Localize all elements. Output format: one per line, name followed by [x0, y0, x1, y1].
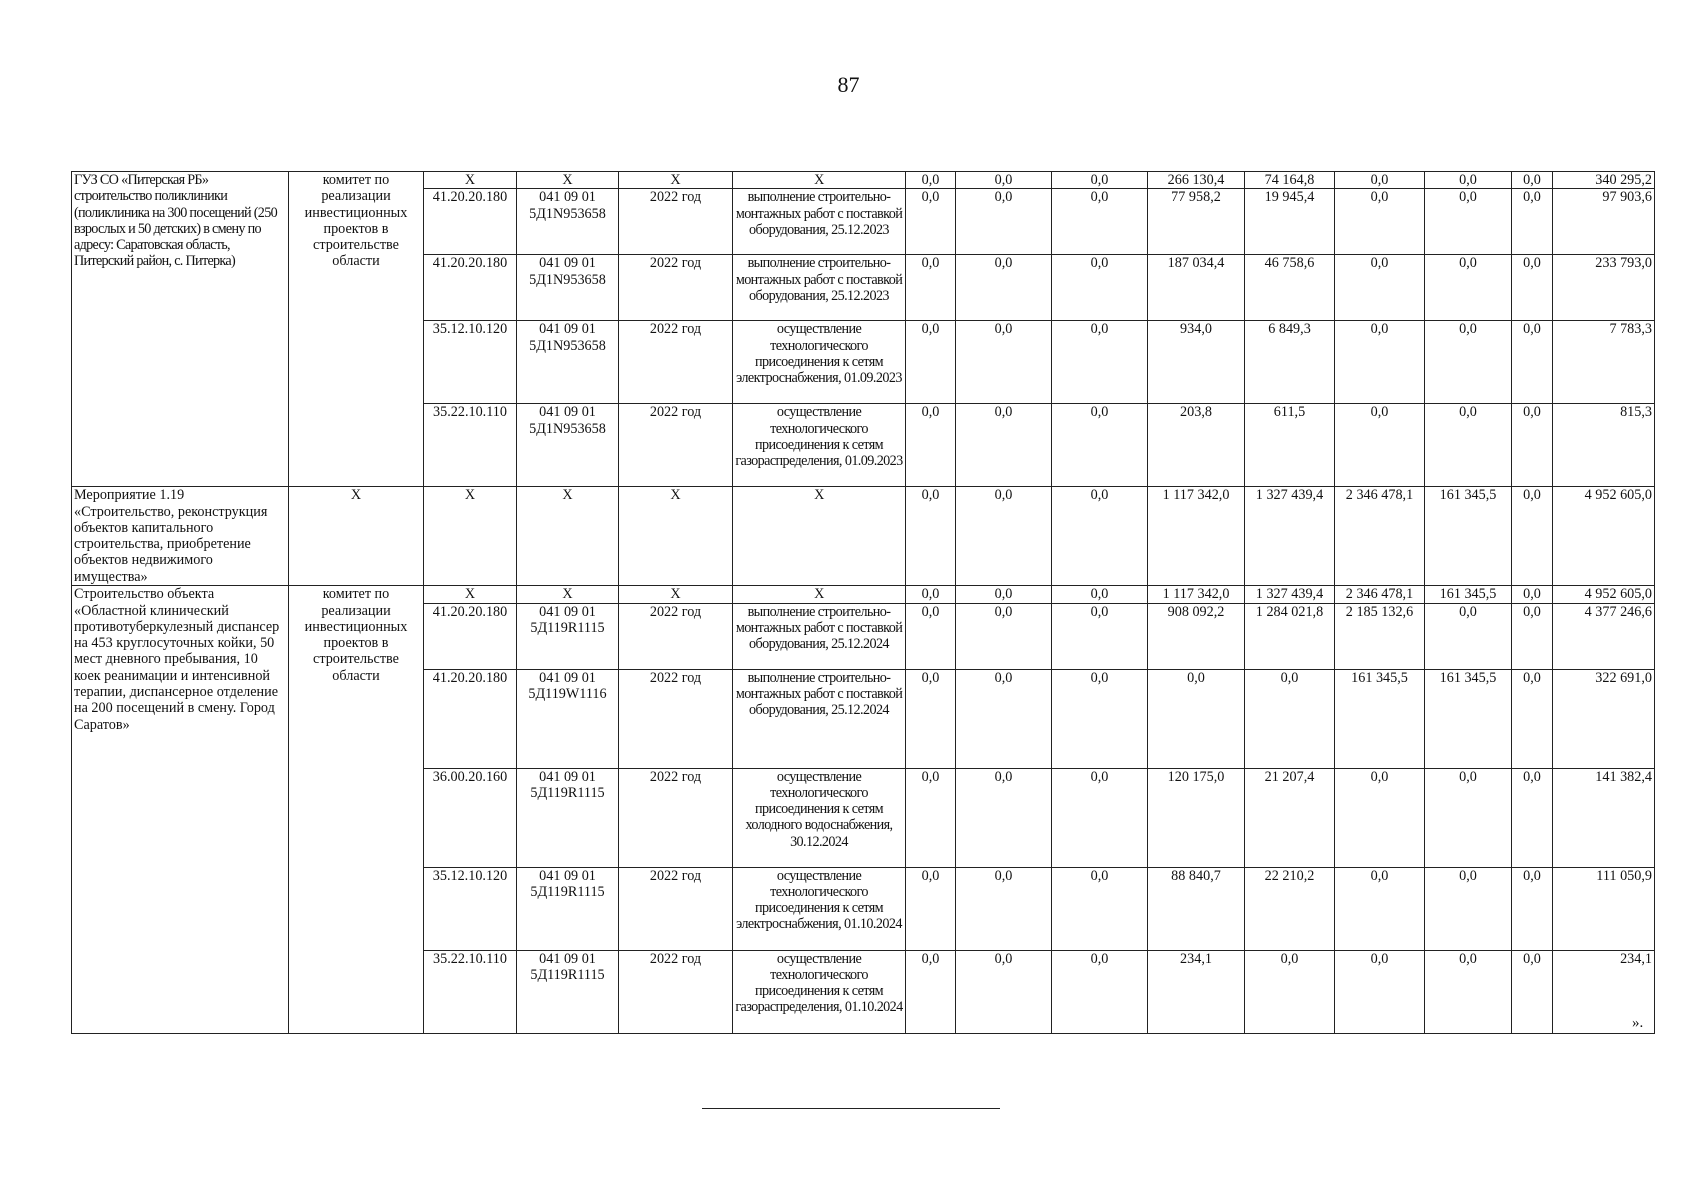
row-value-cell: 0,0: [1335, 189, 1425, 255]
row-work-cell: выполнение строительно-монтажных работ с поставкой оборудования, 25.12.2024: [733, 669, 906, 768]
row-value-cell: 0,0: [1425, 950, 1512, 1033]
summary-okpd-cell: Х: [424, 586, 517, 603]
row-value-cell: 0,0: [1052, 669, 1148, 768]
row-value-cell: 934,0: [1148, 321, 1245, 404]
row-value-cell: 0,0: [1425, 768, 1512, 867]
investment-table: [71, 171, 1655, 1034]
row-okpd-cell: 35.12.10.120: [424, 867, 517, 950]
measure-value-cell: 1 117 342,0: [1148, 487, 1245, 586]
summary-value-cell: 2 346 478,1: [1335, 586, 1425, 603]
row-value-cell: 1 284 021,8: [1245, 603, 1335, 669]
measure-value-cell: 0,0: [906, 487, 956, 586]
measure-name-cell: Мероприятие 1.19 «Строительство, реконструкция объектов капитального строительства, приобретение объектов недвижимого имущества»: [72, 487, 289, 586]
row-work-cell: выполнение строительно-монтажных работ с поставкой оборудования, 25.12.2024: [733, 603, 906, 669]
row-okpd-cell: 36.00.20.160: [424, 768, 517, 867]
summary-value-cell: 266 130,4: [1148, 172, 1245, 189]
row-value-cell: 141 382,4: [1553, 768, 1655, 867]
row-okpd-cell: 35.22.10.110: [424, 950, 517, 1033]
summary-value-cell: 0,0: [1425, 172, 1512, 189]
row-value-cell: 120 175,0: [1148, 768, 1245, 867]
row-value-cell: 0,0: [1335, 404, 1425, 487]
row-value-cell: 0,0: [1512, 768, 1553, 867]
summary-okpd-cell: Х: [424, 172, 517, 189]
row-kbk-cell: 041 09 01 5Д1N953658: [517, 255, 619, 321]
row-value-cell: 0,0: [1052, 950, 1148, 1033]
row-value-cell: 0,0: [906, 321, 956, 404]
row-okpd-cell: 41.20.20.180: [424, 669, 517, 768]
table-body: [72, 172, 1655, 1034]
row-value-cell: 77 958,2: [1148, 189, 1245, 255]
row-value-cell: 0,0: [956, 189, 1052, 255]
row-value-cell: 0,0: [956, 669, 1052, 768]
summary-value-cell: 1 327 439,4: [1245, 586, 1335, 603]
row-value-cell: 0,0: [1245, 950, 1335, 1033]
row-okpd-cell: 41.20.20.180: [424, 189, 517, 255]
row-okpd-cell: 35.22.10.110: [424, 404, 517, 487]
group-summary-row: [72, 172, 1655, 189]
row-value-cell: 0,0: [956, 321, 1052, 404]
row-work-cell: осуществление технологического присоединения к сетям газораспределения, 01.10.2024: [733, 950, 906, 1033]
summary-kbk-cell: Х: [517, 172, 619, 189]
row-kbk-cell: 041 09 01 5Д1N953658: [517, 404, 619, 487]
row-value-cell: 0,0: [1425, 603, 1512, 669]
row-value-cell: 203,8: [1148, 404, 1245, 487]
row-year-cell: 2022 год: [619, 867, 733, 950]
measure-value-cell: 2 346 478,1: [1335, 487, 1425, 586]
row-value-cell: 0,0: [1335, 768, 1425, 867]
row-value-cell: 0,0: [1425, 255, 1512, 321]
summary-value-cell: 0,0: [1052, 172, 1148, 189]
row-work-cell: выполнение строительно-монтажных работ с поставкой оборудования, 25.12.2023: [733, 189, 906, 255]
row-year-cell: 2022 год: [619, 255, 733, 321]
row-value-cell: 0,0: [906, 950, 956, 1033]
summary-value-cell: 0,0: [1335, 172, 1425, 189]
summary-work-cell: Х: [733, 172, 906, 189]
measure-value-cell: 161 345,5: [1425, 487, 1512, 586]
measure-kbk-cell: Х: [517, 487, 619, 586]
measure-value-cell: 0,0: [956, 487, 1052, 586]
measure-value-cell: 4 952 605,0: [1553, 487, 1655, 586]
row-value-cell: 0,0: [1052, 768, 1148, 867]
row-value-cell: 46 758,6: [1245, 255, 1335, 321]
row-value-cell: 234,1: [1148, 950, 1245, 1033]
row-value-cell: 0,0: [1512, 669, 1553, 768]
row-value-cell: 6 849,3: [1245, 321, 1335, 404]
measure-value-cell: 0,0: [1512, 487, 1553, 586]
footer-divider: [702, 1108, 1000, 1109]
row-value-cell: 815,3: [1553, 404, 1655, 487]
row-value-cell: 0,0: [956, 867, 1052, 950]
row-year-cell: 2022 год: [619, 189, 733, 255]
row-value-cell: 0,0: [1052, 404, 1148, 487]
object-name-cell: ГУЗ СО «Питерская РБ» строительство поликлиники (поликлиника на 300 посещений (250 взрослых и 50 детских) в смену по адресу: Саратовская область, Питерский район, с. Питерка): [72, 172, 289, 487]
row-value-cell: 0,0: [906, 768, 956, 867]
measure-value-cell: 0,0: [1052, 487, 1148, 586]
summary-value-cell: 340 295,2: [1553, 172, 1655, 189]
summary-value-cell: 0,0: [956, 172, 1052, 189]
row-value-cell: 0,0: [956, 768, 1052, 867]
group-summary-row: [72, 586, 1655, 603]
measure-executor-cell: Х: [289, 487, 424, 586]
measure-year-cell: Х: [619, 487, 733, 586]
row-value-cell: 161 345,5: [1335, 669, 1425, 768]
summary-value-cell: 1 117 342,0: [1148, 586, 1245, 603]
row-value-cell: 0,0: [1512, 867, 1553, 950]
row-value-cell: 19 945,4: [1245, 189, 1335, 255]
row-value-cell: 22 210,2: [1245, 867, 1335, 950]
measure-work-cell: Х: [733, 487, 906, 586]
row-value-cell: 88 840,7: [1148, 867, 1245, 950]
summary-kbk-cell: Х: [517, 586, 619, 603]
row-value-cell: 611,5: [1245, 404, 1335, 487]
row-value-cell: 4 377 246,6: [1553, 603, 1655, 669]
row-value-cell: 21 207,4: [1245, 768, 1335, 867]
row-value-cell: 0,0: [1512, 321, 1553, 404]
row-value-cell: 0,0: [1335, 255, 1425, 321]
executor-cell: комитет по реализации инвестиционных проектов в строительстве области: [289, 172, 424, 487]
row-year-cell: 2022 год: [619, 404, 733, 487]
row-okpd-cell: 41.20.20.180: [424, 603, 517, 669]
row-value-cell: 0,0: [906, 669, 956, 768]
row-value-cell: 0,0: [906, 189, 956, 255]
row-value-cell: 0,0: [1052, 189, 1148, 255]
measure-okpd-cell: Х: [424, 487, 517, 586]
row-value-cell: 0,0: [1425, 404, 1512, 487]
row-value-cell: 0,0: [1512, 404, 1553, 487]
row-year-cell: 2022 год: [619, 950, 733, 1033]
row-okpd-cell: 35.12.10.120: [424, 321, 517, 404]
row-value-cell: 97 903,6: [1553, 189, 1655, 255]
summary-value-cell: 161 345,5: [1425, 586, 1512, 603]
row-kbk-cell: 041 09 01 5Д119R1115: [517, 768, 619, 867]
summary-value-cell: 0,0: [1512, 586, 1553, 603]
row-value-cell: 0,0: [956, 255, 1052, 321]
row-value-cell: 0,0: [1335, 321, 1425, 404]
row-value-cell: 0,0: [1512, 255, 1553, 321]
summary-value-cell: 0,0: [1512, 172, 1553, 189]
summary-value-cell: 0,0: [1052, 586, 1148, 603]
row-value-cell: 2 185 132,6: [1335, 603, 1425, 669]
summary-value-cell: 0,0: [956, 586, 1052, 603]
row-value-cell: 0,0: [1512, 950, 1553, 1033]
summary-work-cell: Х: [733, 586, 906, 603]
row-work-cell: осуществление технологического присоединения к сетям электроснабжения, 01.10.2024: [733, 867, 906, 950]
row-value-cell: 0,0: [906, 867, 956, 950]
row-value-cell: 187 034,4: [1148, 255, 1245, 321]
row-year-cell: 2022 год: [619, 321, 733, 404]
row-value-cell: 111 050,9: [1553, 867, 1655, 950]
row-value-cell: 0,0: [956, 950, 1052, 1033]
row-kbk-cell: 041 09 01 5Д119R1115: [517, 603, 619, 669]
row-value-cell: 233 793,0: [1553, 255, 1655, 321]
row-value-cell: 0,0: [1425, 867, 1512, 950]
end-mark: ».: [1632, 1015, 1644, 1031]
row-kbk-cell: 041 09 01 5Д1N953658: [517, 321, 619, 404]
summary-value-cell: 74 164,8: [1245, 172, 1335, 189]
row-value-cell: 0,0: [1052, 321, 1148, 404]
row-kbk-cell: 041 09 01 5Д1N953658: [517, 189, 619, 255]
row-value-cell: 0,0: [1335, 950, 1425, 1033]
measure-value-cell: 1 327 439,4: [1245, 487, 1335, 586]
row-value-cell: 908 092,2: [1148, 603, 1245, 669]
row-value-cell: 0,0: [906, 404, 956, 487]
object-name-cell: Строительство объекта «Областной клинический противотуберкулезный диспансер на 453 круглосуточных койки, 50 мест дневного пребывания, 10 коек реанимации и интенсивной терапии, диспансерное отделение на 200 посещений в смену. Город Саратов»: [72, 586, 289, 1033]
row-year-cell: 2022 год: [619, 768, 733, 867]
summary-value-cell: 4 952 605,0: [1553, 586, 1655, 603]
row-value-cell: 0,0: [1335, 867, 1425, 950]
row-kbk-cell: 041 09 01 5Д119R1115: [517, 950, 619, 1033]
row-value-cell: 0,0: [1052, 255, 1148, 321]
row-kbk-cell: 041 09 01 5Д119W1116: [517, 669, 619, 768]
row-value-cell: 0,0: [906, 255, 956, 321]
row-value-cell: 0,0: [1512, 603, 1553, 669]
row-value-cell: 0,0: [1245, 669, 1335, 768]
row-value-cell: 7 783,3: [1553, 321, 1655, 404]
row-value-cell: 161 345,5: [1425, 669, 1512, 768]
row-value-cell: 0,0: [1148, 669, 1245, 768]
row-value-cell: 234,1: [1553, 950, 1655, 1033]
row-value-cell: 0,0: [1425, 189, 1512, 255]
summary-year-cell: Х: [619, 586, 733, 603]
row-value-cell: 0,0: [956, 603, 1052, 669]
row-value-cell: 0,0: [1512, 189, 1553, 255]
measure-row: [72, 487, 1655, 586]
row-value-cell: 322 691,0: [1553, 669, 1655, 768]
summary-value-cell: 0,0: [906, 586, 956, 603]
summary-value-cell: 0,0: [906, 172, 956, 189]
row-work-cell: осуществление технологического присоединения к сетям холодного водоснабжения, 30.12.2024: [733, 768, 906, 867]
row-value-cell: 0,0: [956, 404, 1052, 487]
row-work-cell: осуществление технологического присоединения к сетям газораспределения, 01.09.2023: [733, 404, 906, 487]
summary-year-cell: Х: [619, 172, 733, 189]
row-year-cell: 2022 год: [619, 669, 733, 768]
page-number: 87: [837, 72, 860, 97]
row-work-cell: выполнение строительно-монтажных работ с поставкой оборудования, 25.12.2023: [733, 255, 906, 321]
row-work-cell: осуществление технологического присоединения к сетям электроснабжения, 01.09.2023: [733, 321, 906, 404]
row-value-cell: 0,0: [1052, 867, 1148, 950]
row-kbk-cell: 041 09 01 5Д119R1115: [517, 867, 619, 950]
row-value-cell: 0,0: [1425, 321, 1512, 404]
row-okpd-cell: 41.20.20.180: [424, 255, 517, 321]
row-year-cell: 2022 год: [619, 603, 733, 669]
row-value-cell: 0,0: [906, 603, 956, 669]
row-value-cell: 0,0: [1052, 603, 1148, 669]
executor-cell: комитет по реализации инвестиционных проектов в строительстве области: [289, 586, 424, 1033]
